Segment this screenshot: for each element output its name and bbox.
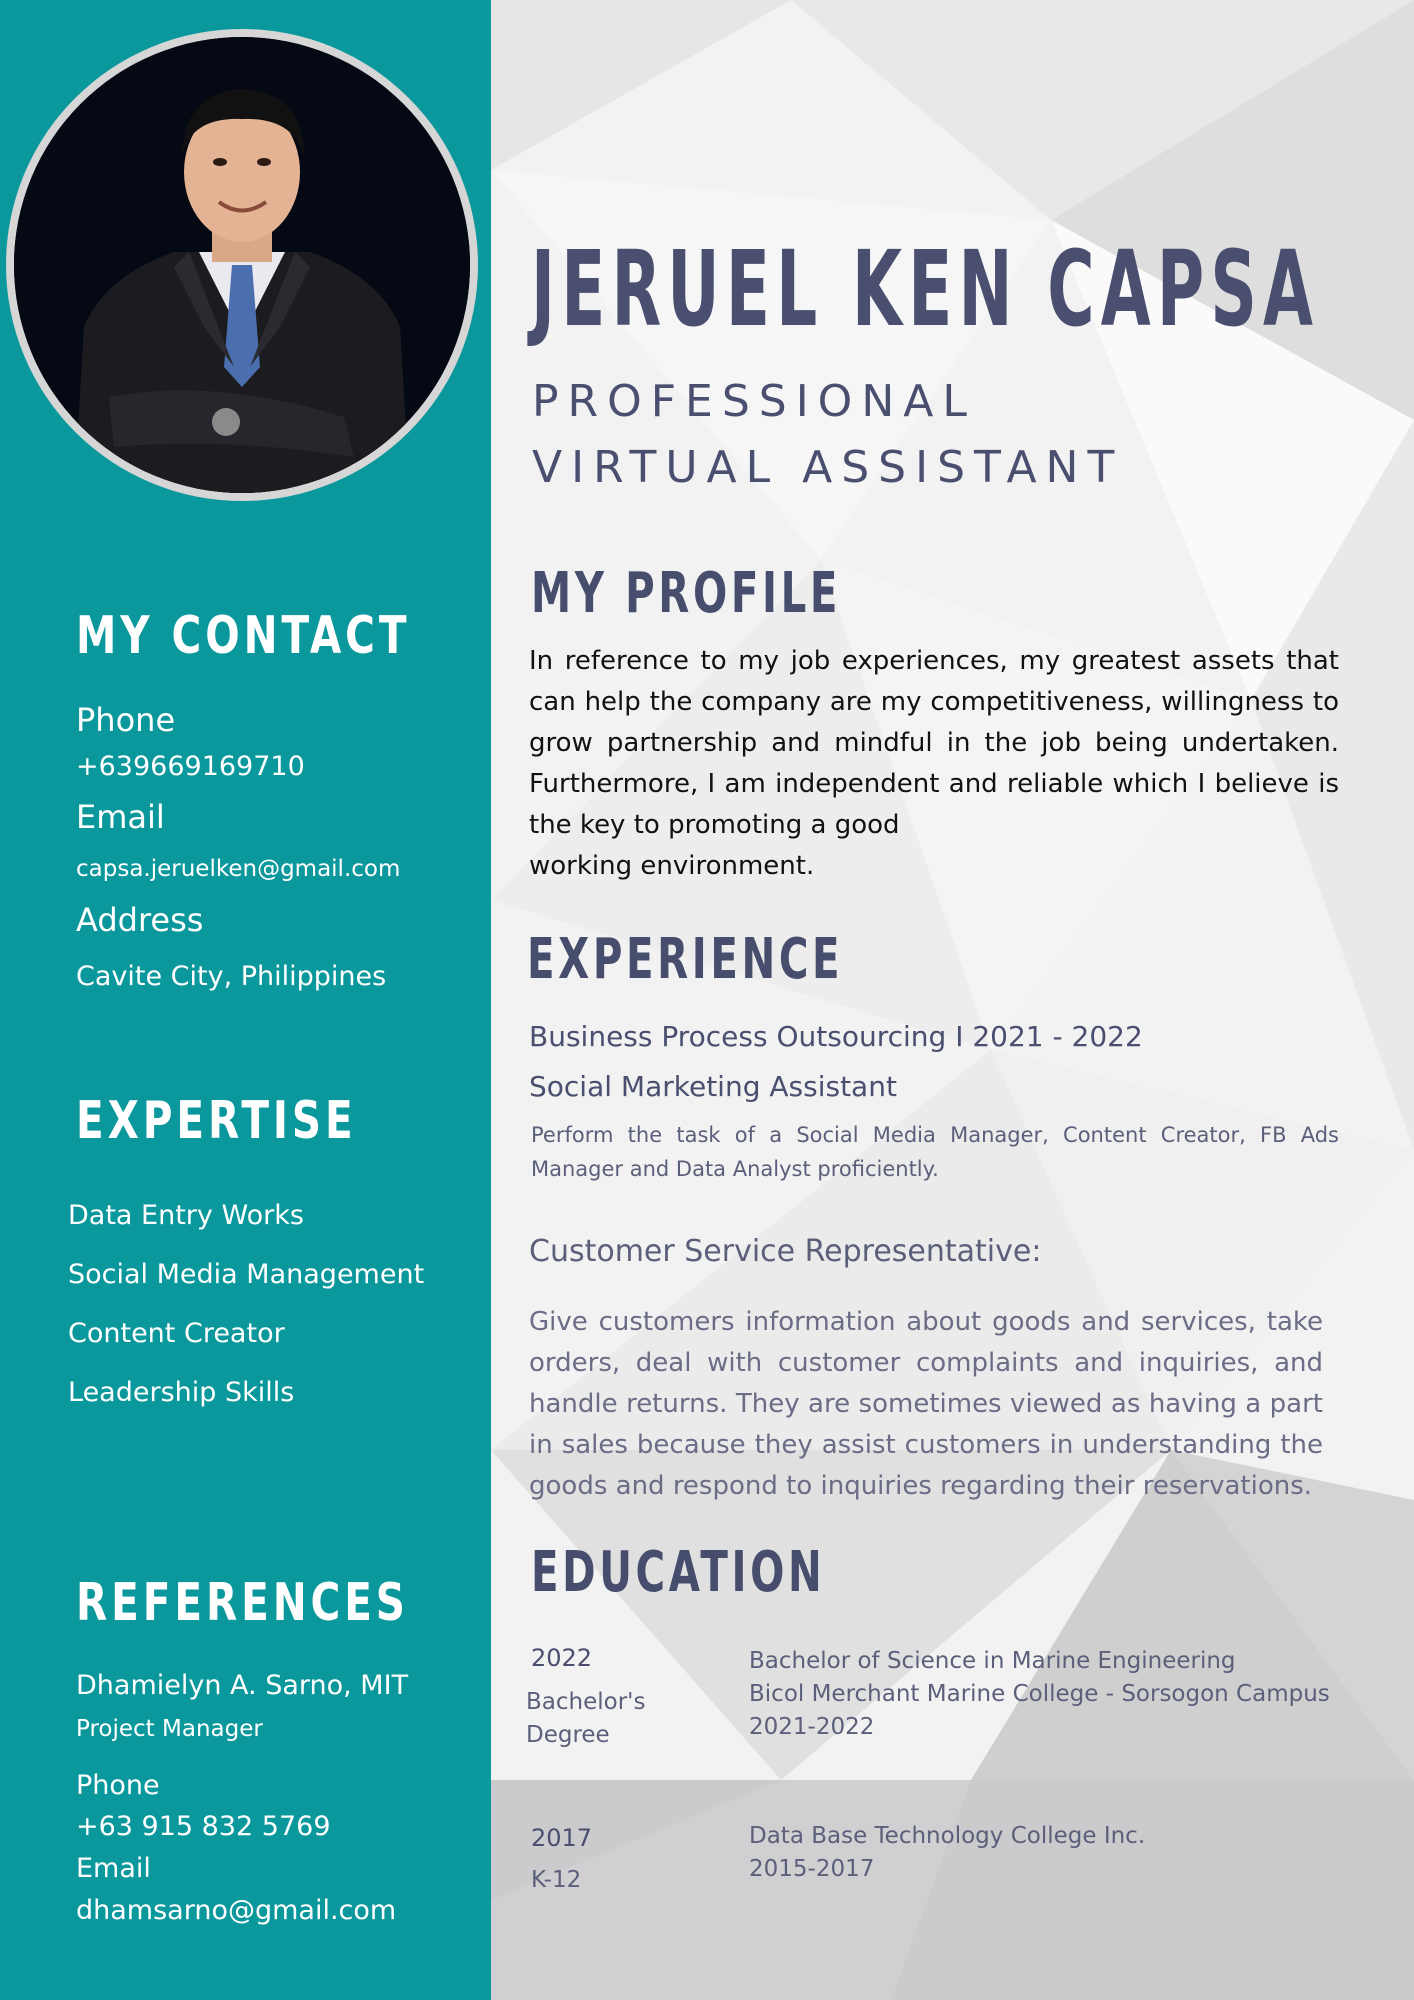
education-degree: K-12	[531, 1867, 582, 1893]
expertise-item: Content Creator	[68, 1318, 285, 1349]
sidebar	[0, 0, 491, 2000]
profile-text	[529, 641, 1339, 887]
experience-heading: EXPERIENCE	[527, 927, 844, 992]
education-heading: EDUCATION	[531, 1540, 826, 1605]
experience-role: Social Marketing Assistant	[529, 1070, 897, 1103]
profile-photo-frame	[6, 29, 478, 501]
expertise-item: Data Entry Works	[68, 1200, 304, 1231]
contact-phone: +639669169710	[76, 751, 305, 782]
expertise-heading: EXPERTISE	[76, 1091, 357, 1151]
job-title-line2: VIRTUAL ASSISTANT	[532, 442, 1124, 493]
person-name: JERUEL KEN CAPSA	[531, 228, 1320, 350]
profile-heading: MY PROFILE	[531, 561, 842, 626]
reference-name: Dhamielyn A. Sarno, MIT	[76, 1670, 409, 1701]
reference-phone: +63 915 832 5769	[76, 1811, 331, 1842]
profile-paragraph-end: working environment.	[529, 851, 815, 881]
contact-heading: MY CONTACT	[76, 606, 411, 666]
experience-cs-description: Give customers information about goods and services, take orders, deal with customer complaints and inquiries, and handle returns. They are sometimes viewed as having a part in sales because they assist customers in understanding the goods and respond to inquiries regarding their reservations.	[529, 1307, 1323, 1501]
expertise-item: Leadership Skills	[68, 1377, 295, 1408]
education-info	[749, 1820, 1145, 1886]
portrait-icon	[14, 37, 470, 493]
education-school-line: Bachelor of Science in Marine Engineering	[749, 1648, 1236, 1674]
expertise-item: Social Media Management	[68, 1259, 425, 1290]
job-title-line1: PROFESSIONAL	[532, 376, 976, 427]
profile-paragraph: In reference to my job experiences, my greatest assets that can help the company are my competitiveness, willingness to grow partnership and mindful in the job being undertaken. Furthermore, I am independent and reliable which I believe is the key to promoting a good	[529, 646, 1339, 840]
experience-company: Business Process Outsourcing I 2021 - 2022	[529, 1020, 1143, 1053]
experience-role-description: Perform the task of a Social Media Manager, Content Creator, FB Ads Manager and Data Analyst proficiently.	[531, 1123, 1339, 1181]
contact-address-label: Address	[76, 901, 204, 939]
education-degree-line: Bachelor's	[526, 1689, 646, 1715]
education-school-line: Data Base Technology College Inc.	[749, 1823, 1146, 1849]
experience-cs-heading: Customer Service Representative:	[529, 1234, 1042, 1269]
contact-email-label: Email	[76, 798, 165, 836]
contact-email: capsa.jeruelken@gmail.com	[76, 856, 401, 882]
references-heading: REFERENCES	[76, 1573, 409, 1633]
education-year: 2017	[531, 1824, 593, 1852]
education-degree	[526, 1686, 645, 1752]
reference-role: Project Manager	[76, 1716, 263, 1742]
education-school-line: 2021-2022	[749, 1714, 875, 1740]
reference-email-label: Email	[76, 1853, 151, 1884]
education-degree-line: Degree	[526, 1722, 610, 1748]
education-school-line: Bicol Merchant Marine College - Sorsogon Campus	[749, 1681, 1330, 1707]
education-school-line: 2015-2017	[749, 1856, 875, 1882]
profile-photo	[14, 37, 470, 493]
education-info	[749, 1645, 1330, 1744]
main-content	[491, 0, 1414, 2000]
contact-address: Cavite City, Philippines	[76, 961, 387, 992]
reference-phone-label: Phone	[76, 1770, 160, 1801]
contact-phone-label: Phone	[76, 701, 176, 739]
reference-email: dhamsarno@gmail.com	[76, 1895, 397, 1926]
education-year: 2022	[531, 1644, 593, 1672]
